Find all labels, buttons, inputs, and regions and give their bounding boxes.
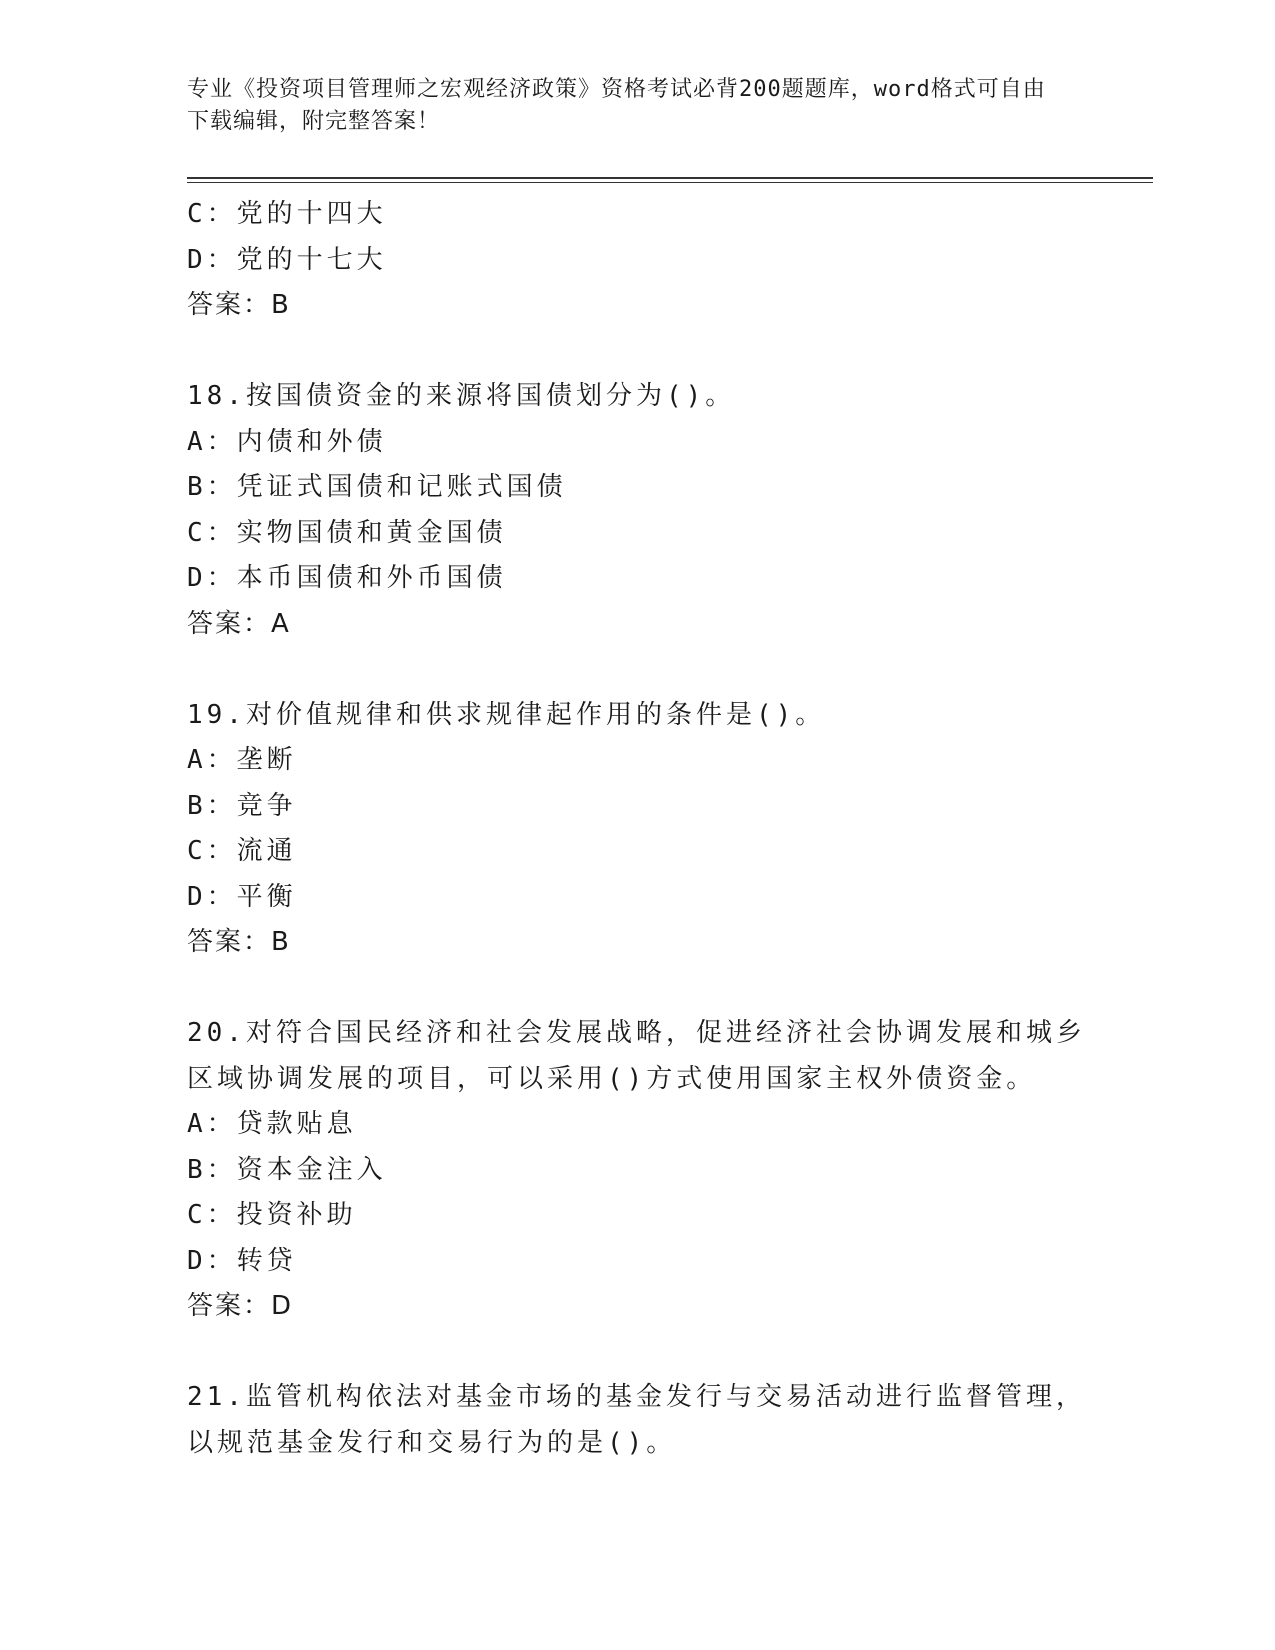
option-c: C：实物国债和黄金国债 <box>187 517 507 548</box>
question-21 <box>187 1375 1087 1466</box>
option-a: A：垄断 <box>187 745 297 775</box>
option-c: C：党的十四大 <box>187 199 387 229</box>
option-c: C：流通 <box>187 836 297 866</box>
option-a: A：内债和外债 <box>187 426 387 457</box>
option-d: D：党的十七大 <box>187 244 387 275</box>
spacer <box>187 329 1087 375</box>
option-d: D：平衡 <box>187 881 297 912</box>
spacer <box>187 647 1087 693</box>
answer: 答案：B <box>187 290 291 320</box>
spacer <box>187 966 1087 1012</box>
question-stem: 21.监管机构依法对基金市场的基金发行与交易活动进行监督管理，以规范基金发行和交易行为的是()。 <box>187 1382 1086 1458</box>
prev-question-tail <box>187 192 1087 329</box>
question-stem: 20.对符合国民经济和社会发展战略，促进经济社会协调发展和城乡区域协调发展的项目，可以采用()方式使用国家主权外债资金。 <box>187 1018 1086 1094</box>
option-d: D：本币国债和外币国债 <box>187 563 507 593</box>
question-stem: 19.对价值规律和供求规律起作用的条件是()。 <box>187 699 826 730</box>
question-18 <box>187 374 1087 647</box>
question-20 <box>187 1011 1087 1330</box>
option-d: D：转贷 <box>187 1245 297 1276</box>
document-body <box>187 192 1087 1466</box>
option-c: C：投资补助 <box>187 1200 357 1230</box>
answer: 答案：D <box>187 1291 294 1321</box>
question-19 <box>187 693 1087 966</box>
option-b: B：资本金注入 <box>187 1154 387 1185</box>
spacer <box>187 1330 1087 1376</box>
option-b: B：凭证式国债和记账式国债 <box>187 472 567 502</box>
answer: 答案：A <box>187 608 291 639</box>
answer: 答案：B <box>187 927 291 957</box>
document-header: 专业《投资项目管理师之宏观经济政策》资格考试必背200题题库，word格式可自由下载编辑，附完整答案！ <box>187 77 1046 134</box>
question-stem: 18.按国债资金的来源将国债划分为()。 <box>187 381 736 411</box>
header-divider <box>187 177 1153 183</box>
option-a: A：贷款贴息 <box>187 1109 357 1139</box>
option-b: B：竞争 <box>187 790 297 821</box>
